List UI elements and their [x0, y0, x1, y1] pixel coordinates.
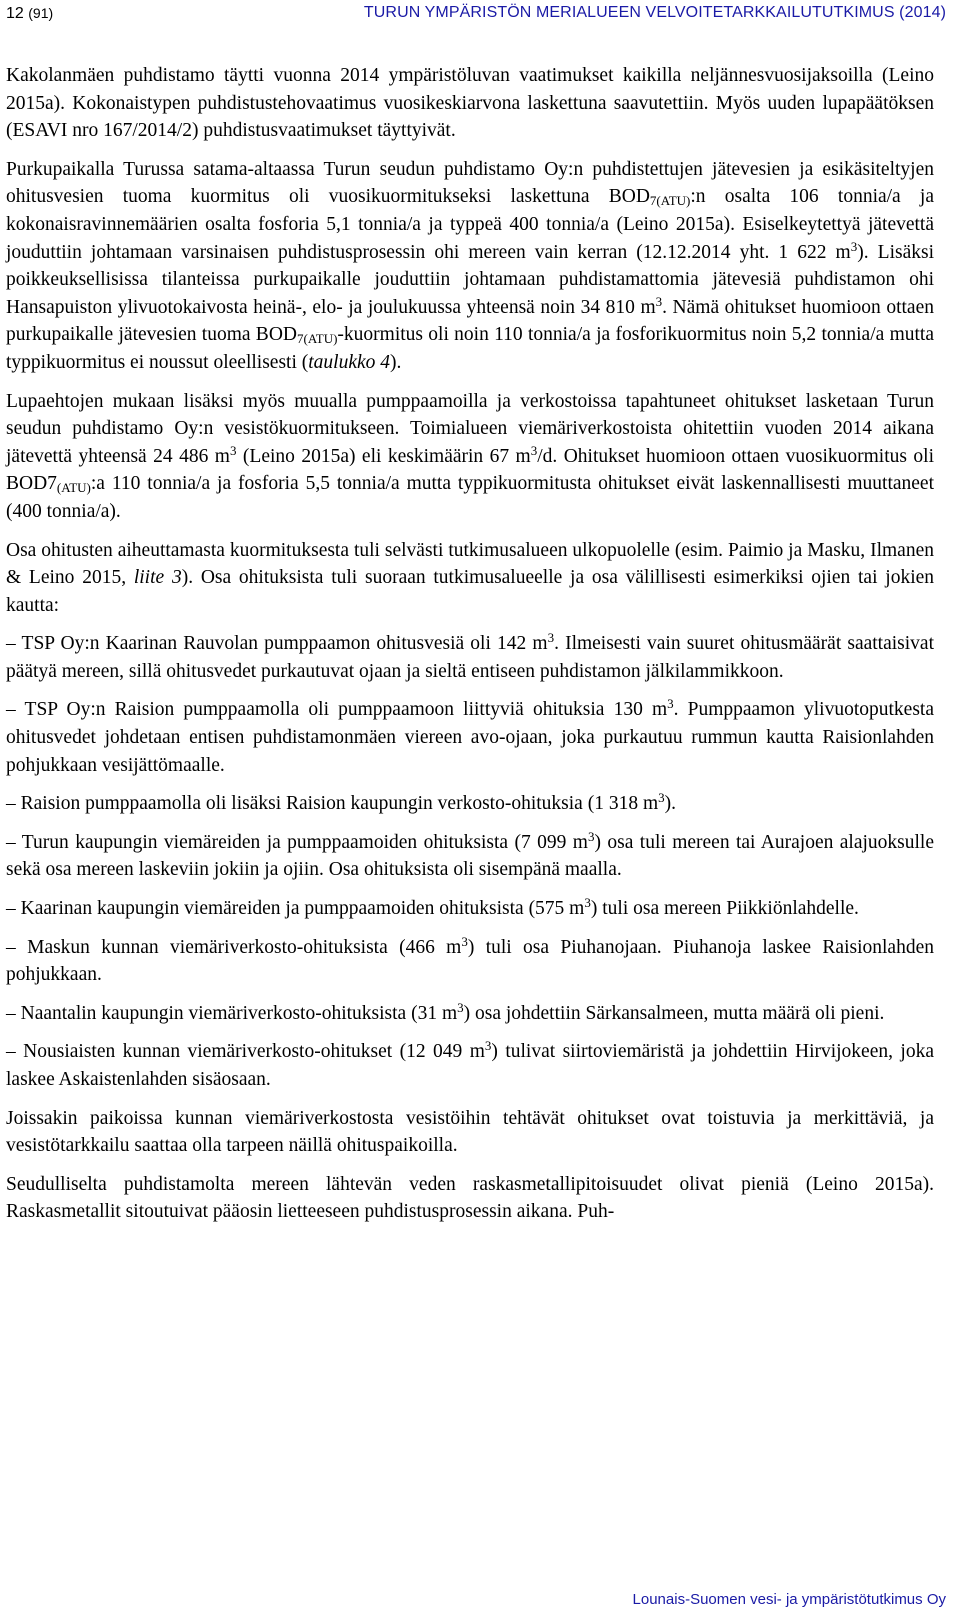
list-item-text: ) osa johdettiin Särkansalmeen, mutta määrä oli pieni. [463, 1002, 885, 1024]
paragraph-2 [6, 156, 934, 377]
superscript: 3 [587, 828, 595, 844]
superscript: 3 [658, 790, 665, 806]
list-item-text: ). [664, 793, 676, 815]
body-text [6, 62, 934, 1237]
subscript: 7(ATU) [296, 331, 338, 347]
appendix-reference: liite 3 [133, 567, 182, 589]
list-item-text: ) tulivat siirtoviemäristä ja johdettiin Hirvijokeen, joka laskee Askaistenlahden sisäosaan. [6, 1041, 934, 1090]
superscript: 3 [850, 238, 858, 254]
list-item [6, 829, 934, 884]
paragraph-4 [6, 537, 934, 620]
list-item [6, 895, 934, 923]
list-item-text: – Nousiaisten kunnan viemäriverkosto-ohitukset (12 049 m [6, 1041, 485, 1063]
list-item-text: . Ilmeisesti vain suuret ohitusmäärät saattaisivat päätyä mereen, sillä ohitusvedet purkautuvat ojaan ja sieltä entiseen puhdistamon jälkilammikkoon. [6, 633, 935, 682]
paragraph-2-part-a: Purkupaikalla Turussa satama-altaassa Turun seudun puhdistamo Oy:n puhdistettujen jätevesien ja esikäsiteltyjen ohitusvesien tuoma kuormitus oli vuosikuormitukseksi laskettuna BOD [6, 158, 934, 208]
superscript: 3 [457, 999, 464, 1015]
page-number [6, 2, 53, 25]
list-item-text: ) osa tuli mereen tai Aurajoen alajuoksulle sekä osa mereen laskeviin jokiin ja ojiin. Osa ohituksista oli sisempänä maalla. [6, 831, 934, 881]
page-number-value: 12 [6, 5, 24, 22]
list-item-text: – TSP Oy:n Raision pumppaamolla oli pumppaamoon liittyviä ohituksia 130 m [6, 699, 668, 721]
paragraph-2-part-e: -kuormitus oli noin 110 tonnia/a ja fosforikuormitus noin 5,2 tonnia/a mutta typpikuormitus ei noussut oleellisesti ( [6, 324, 934, 373]
list-item [6, 1038, 934, 1093]
list-item-text: ) tuli osa mereen Piikkiönlahdelle. [590, 898, 859, 920]
list-item-text: – Naantalin kaupungin viemäriverkosto-ohituksista (31 m [6, 1002, 458, 1024]
paragraph-4-part-a: Osa ohitusten aiheuttamasta kuormituksesta tuli selvästi tutkimusalueen ulkopuolelle (esim. Paimio ja Masku, Ilmanen & Leino 2015, [6, 539, 934, 589]
list-item-text: – Kaarinan kaupungin viemäreiden ja pumppaamoiden ohituksista (575 m [6, 898, 585, 920]
list-item [6, 790, 934, 818]
list-item-text: ) tuli osa Piuhanojaan. Piuhanoja laskee Raisionlahden pohjukkaan. [6, 936, 934, 986]
list-item [6, 630, 934, 685]
paragraph-6: Seudulliselta puhdistamolta mereen lähtevän veden raskasmetallipitoisuudet olivat pieniä (Leino 2015a). Raskasmetallit sitoutuivat pääosin lietteeseen puhdistusprosessin aikana. Puh- [6, 1173, 934, 1223]
table-reference: taulukko 4 [308, 351, 391, 373]
paragraph-2-part-c: ). Lisäksi poikkeuksellisissa tilanteissa purkupaikalle jouduttiin johtamaan puhdistamattomia jätevesiä puhdistamon ohi Hansapuiston ylivuotokaivosta heinä-, elo- ja joulukuussa yhteensä noin 34 810 m [6, 241, 934, 318]
superscript: 3 [547, 630, 555, 646]
list-item-text: . Pumppaamon ylivuotoputkesta ohitusvedet johdetaan entisen puhdistamonmäen viereen avo-ojaan, joka purkautuu rummun kautta Raisionlahden pohjukkaan vesijättömaalle. [6, 699, 934, 776]
list-item [6, 934, 934, 989]
superscript: 3 [461, 933, 468, 949]
paragraph-3-part-c: /d. Ohitukset huomioon ottaen vuosikuormitus oli BOD7 [6, 445, 934, 495]
superscript: 3 [229, 442, 237, 458]
paragraph-2-part-d: . Nämä ohitukset huomioon ottaen purkupaikalle jätevesien tuoma BOD [6, 296, 934, 346]
list-item-text: – Maskun kunnan viemäriverkosto-ohituksista (466 m [6, 936, 462, 958]
list-item-text: – Raision pumppaamolla oli lisäksi Raision kaupungin verkosto-ohituksia (1 318 m [6, 793, 659, 815]
superscript: 3 [484, 1038, 492, 1054]
paragraph-3 [6, 388, 934, 526]
list-item-text: – TSP Oy:n Kaarinan Rauvolan pumppaamon ohitusvesiä oli 142 m [6, 633, 548, 655]
paragraph-3-part-d: :a 110 tonnia/a ja fosforia 5,5 tonnia/a mutta typpikuormitusta ohitukset eivät laskennallisesti muuttaneet (400 tonnia/a). [6, 473, 934, 522]
superscript: 3 [584, 895, 591, 911]
list-item [6, 696, 934, 779]
superscript: 3 [530, 442, 538, 458]
paragraph-3-part-a: Lupaehtojen mukaan lisäksi myös muualla pumppaamoilla ja verkostoissa tapahtuneet ohitukset lasketaan Turun seudun puhdistamo Oy:n vesistökuormitukseen. Toimialueen viemäriverkostoista ohitettiin vuoden 2014 aikana jätevettä yhteensä 24 486 m [6, 390, 934, 467]
list-item [6, 1000, 934, 1028]
journal-title: TURUN YMPÄRISTÖN MERIALUEEN VELVOITETARKKAILUTUTKIMUS (2014) [363, 4, 946, 21]
subscript: 7(ATU) [649, 193, 691, 209]
list-item-text: – Turun kaupungin viemäreiden ja pumppaamoiden ohituksista (7 099 m [6, 831, 588, 853]
paragraph-5: Joissakin paikoissa kunnan viemäriverkostosta vesistöihin tehtävät ohitukset ovat toistuvia ja merkittäviä, ja vesistötarkkailu saattaa olla tarpeen näillä ohituspaikoilla. [6, 1107, 934, 1157]
paragraph-1: Kakolanmäen puhdistamo täytti vuonna 2014 ympäristöluvan vaatimukset kaikilla neljännesvuosijaksoilla (Leino 2015a). Kokonaistypen puhdistustehovaatimus vuosikeskiarvona laskettuna saavutettiin. Myös uuden lupapäätöksen (ESAVI nro 167/2014/2) puhdistusvaatimukset täyttyivät. [6, 65, 934, 142]
paragraph-3-part-b: (Leino 2015a) eli keskimäärin 67 m [236, 445, 531, 467]
paragraph-2-part-b: :n osalta 106 tonnia/a ja kokonaisravinnemäärien osalta fosforia 5,1 tonnia/a ja typpeä 400 tonnia/a (Leino 2015a). Esiselkeytettyä jätevettä jouduttiin johtamaan varsinaisen puhdistusprosessin ohi mereen vain kerran (12.12.2014 yht. 1 622 m [6, 186, 934, 263]
page-number-paren: (91) [28, 5, 54, 21]
paragraph-4-part-b: ). Osa ohituksista tuli suoraan tutkimusalueelle ja osa välillisesti esimerkiksi ojien tai jokien kautta: [6, 567, 935, 616]
superscript: 3 [667, 696, 674, 712]
paragraph-2-part-f: ). [390, 351, 402, 373]
subscript: (ATU) [56, 480, 91, 496]
superscript: 3 [655, 293, 663, 309]
page-footer: Lounais-Suomen vesi- ja ympäristötutkimus Oy [632, 1591, 946, 1608]
